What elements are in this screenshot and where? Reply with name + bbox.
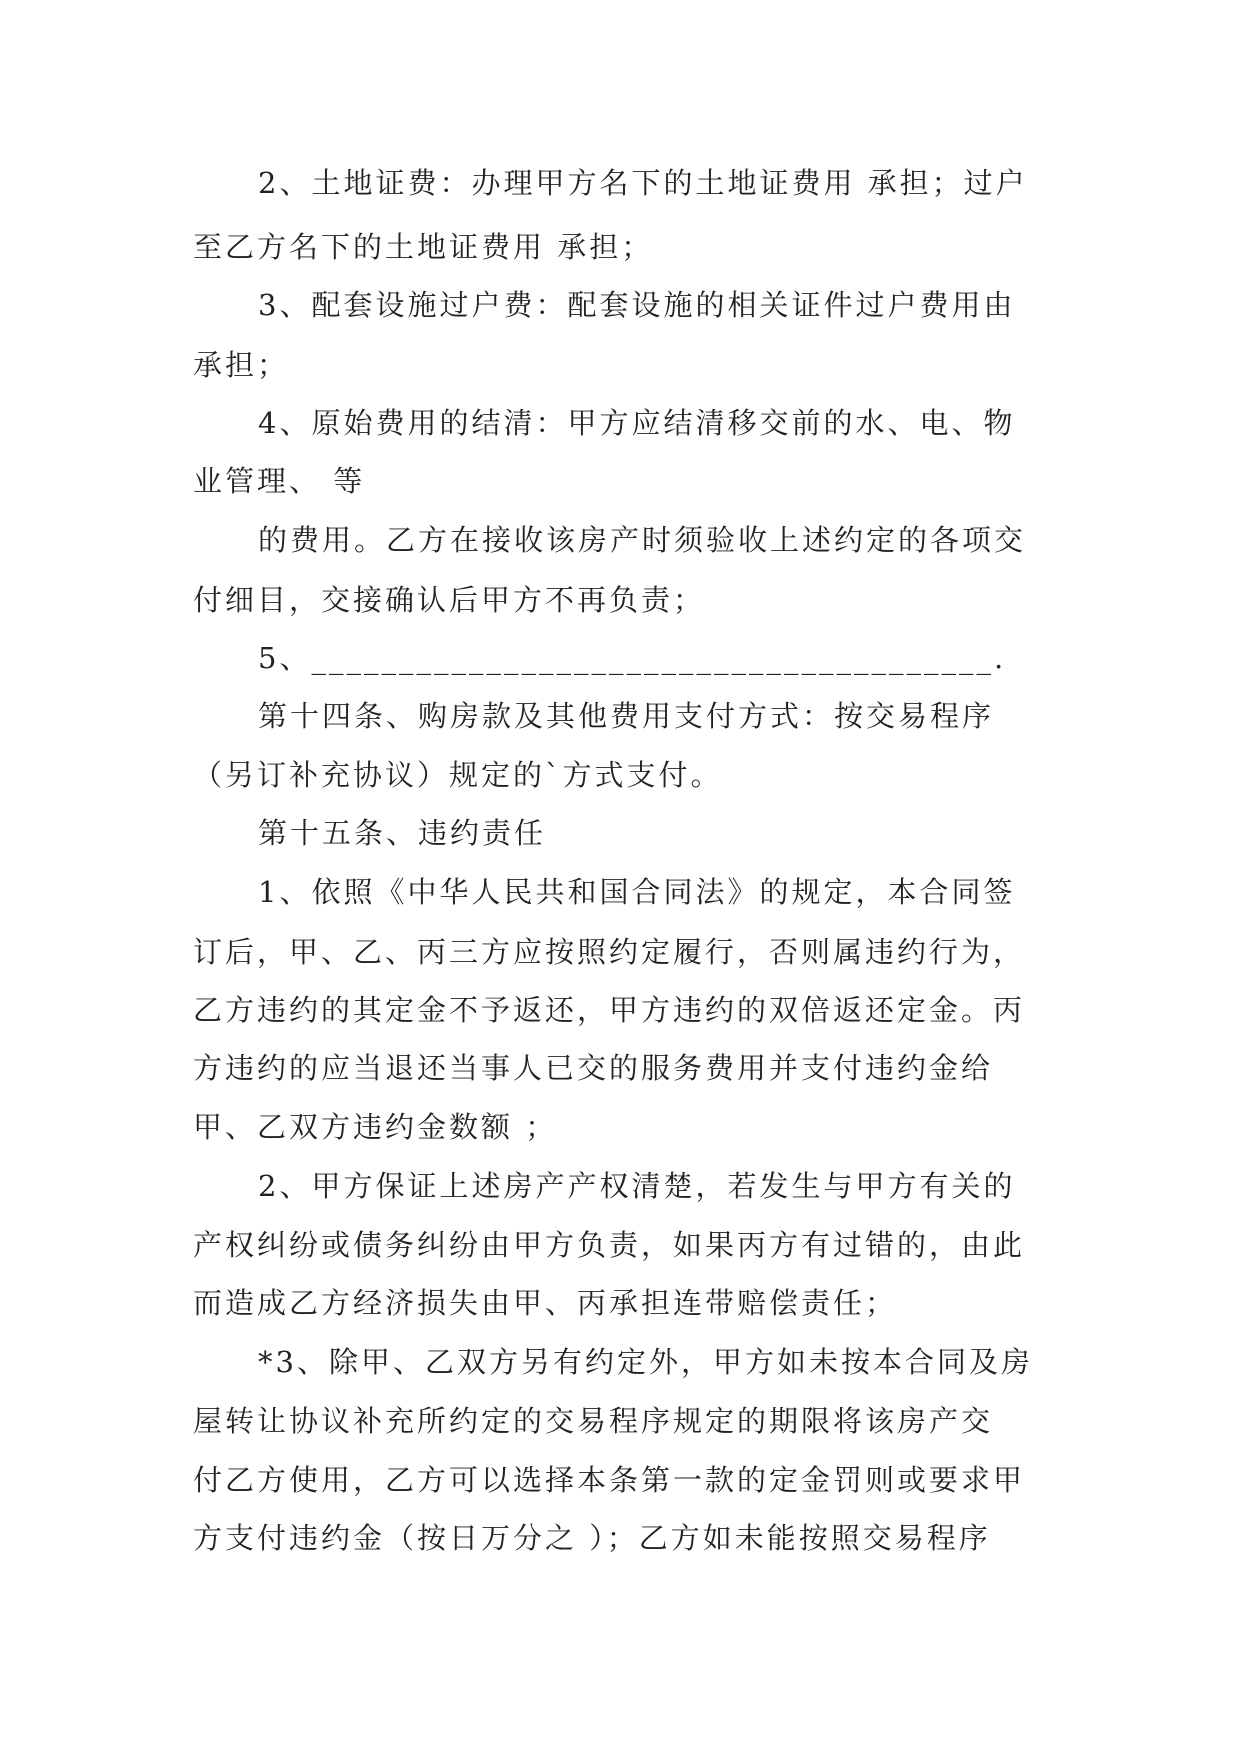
text-line-18: 2、甲方保证上述房产产权清楚，若发生与甲方有关的 (258, 1169, 1016, 1203)
text-line-15: 乙方违约的其定金不予返还，甲方违约的双倍返还定金。丙 (193, 993, 1026, 1027)
text-line-3: 3、配套设施过户费：配套设施的相关证件过户费用由 (258, 288, 1016, 322)
text-line-9: 5、_______________________________________. (258, 641, 1007, 675)
text-line-12: 第十五条、违约责任 (258, 816, 547, 850)
text-line-6: 业管理、 等 (193, 464, 366, 498)
text-line-11: （另订补充协议）规定的`方式支付。 (193, 758, 723, 792)
text-line-2: 至乙方名下的土地证费用 承担； (193, 230, 654, 264)
text-line-10: 第十四条、购房款及其他费用支付方式：按交易程序 (258, 699, 995, 733)
text-line-14: 订后，甲、乙、丙三方应按照约定履行，否则属违约行为， (193, 935, 1026, 969)
text-line-5: 4、原始费用的结清：甲方应结清移交前的水、电、物 (258, 406, 1016, 440)
text-line-21: *3、除甲、乙双方另有约定外，甲方如未按本合同及房 (258, 1345, 1033, 1379)
text-line-16: 方违约的应当退还当事人已交的服务费用并支付违约金给 (193, 1051, 994, 1085)
text-line-4: 承担； (193, 348, 290, 382)
text-line-24: 方支付违约金（按日万分之 ）；乙方如未能按照交易程序 (193, 1521, 991, 1555)
text-line-7: 的费用。乙方在接收该房产时须验收上述约定的各项交 (258, 523, 1027, 557)
text-line-17: 甲、乙双方违约金数额 ； (193, 1110, 558, 1144)
text-line-13: 1、依照《中华人民共和国合同法》的规定，本合同签 (258, 875, 1016, 909)
text-line-23: 付乙方使用，乙方可以选择本条第一款的定金罚则或要求甲 (193, 1463, 1026, 1497)
text-line-19: 产权纠纷或债务纠纷由甲方负责，如果丙方有过错的，由此 (193, 1228, 1026, 1262)
text-line-22: 屋转让协议补充所约定的交易程序规定的期限将该房产交 (193, 1404, 994, 1438)
text-line-1: 2、土地证费：办理甲方名下的土地证费用 承担；过户 (258, 166, 1028, 200)
text-line-20: 而造成乙方经济损失由甲、丙承担连带赔偿责任； (193, 1286, 898, 1320)
text-line-8: 付细目，交接确认后甲方不再负责； (193, 583, 706, 617)
